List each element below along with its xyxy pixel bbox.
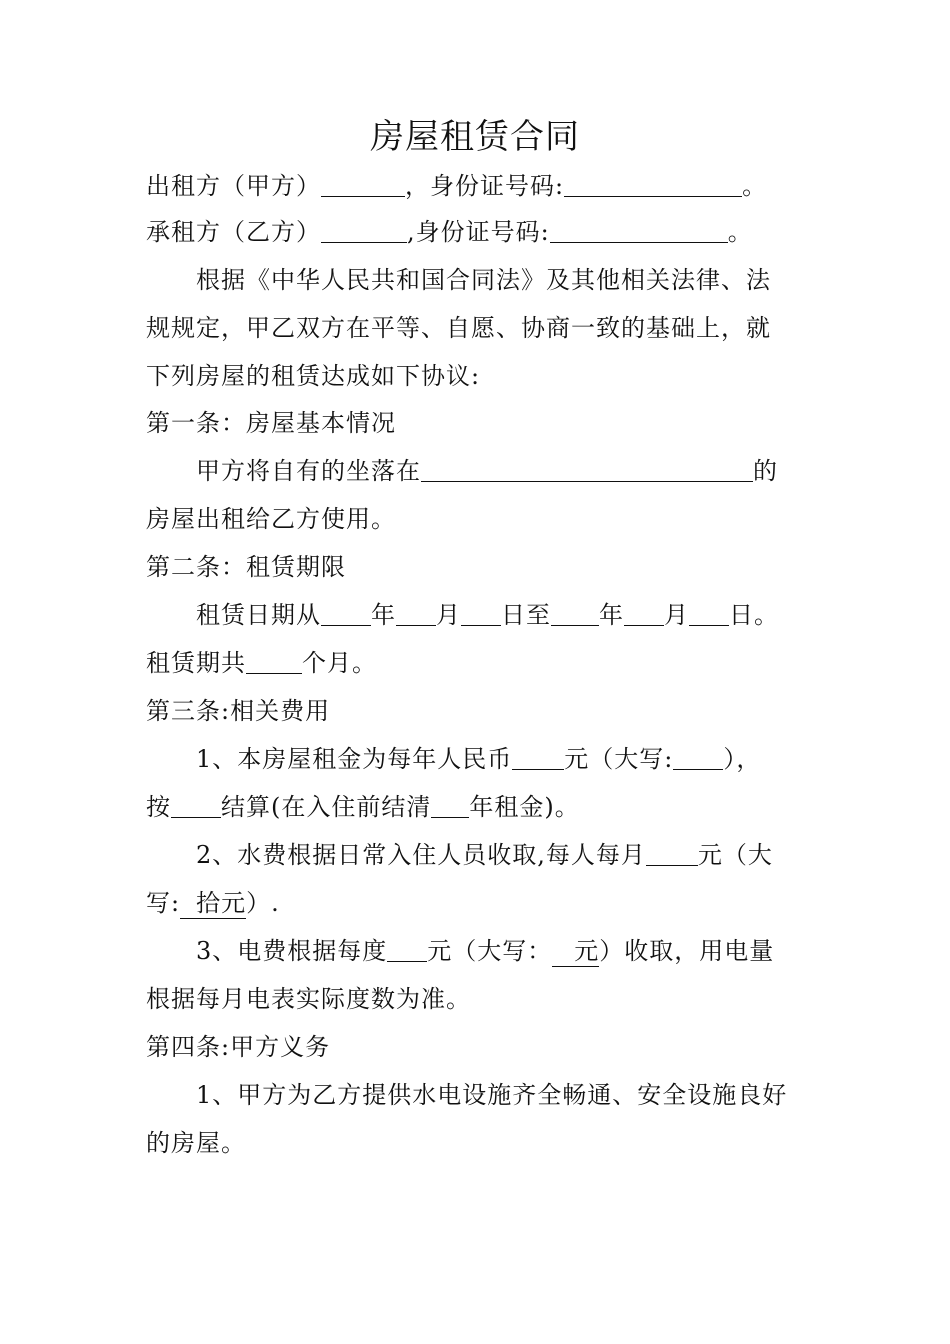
- preamble-line-1: 根据《中华人民共和国合同法》及其他相关法律、法: [196, 266, 771, 294]
- article-3-item-1-line-2: [146, 787, 580, 827]
- electricity-fee-label: 3、电费根据每度: [196, 937, 388, 965]
- water-fee-uppercase-label: 元（大: [697, 841, 773, 869]
- lessor-id-label: ，身份证号码:: [405, 172, 565, 200]
- rent-uppercase-blank[interactable]: [673, 745, 723, 770]
- lessor-label: 出租方（甲方）: [146, 172, 321, 200]
- lessee-line-end: 。: [727, 218, 753, 246]
- day-to-label: 日至: [501, 601, 551, 629]
- lessee-id-blank[interactable]: [550, 218, 728, 243]
- month-label: 月: [436, 601, 461, 629]
- settle-by-label: 按: [146, 793, 171, 821]
- preamble-line-2: 规规定，甲乙双方在平等、自愿、协商一致的基础上，就: [146, 314, 771, 342]
- annual-rent-blank[interactable]: [512, 745, 564, 770]
- article-4-item-1-line-1: 1、甲方为乙方提供水电设施齐全畅通、安全设施良好: [196, 1081, 788, 1109]
- article-3-item-1-line-1: [196, 739, 761, 779]
- lessor-id-blank[interactable]: [564, 172, 742, 197]
- article-3-item-3-line-1: [196, 931, 774, 971]
- end-day-blank[interactable]: [689, 601, 729, 626]
- electricity-uppercase-label: 元（大写：: [427, 937, 553, 965]
- year-rent-label: 年租金)。: [469, 793, 580, 821]
- article-2-line-2: [146, 643, 377, 683]
- article-1-heading: 第一条：房屋基本情况: [146, 409, 396, 437]
- months-label: 个月。: [302, 649, 377, 677]
- lessee-id-label: ,身份证号码:: [407, 218, 550, 246]
- electricity-collect-label: ）收取，用电量: [599, 937, 775, 965]
- start-month-blank[interactable]: [396, 601, 436, 626]
- preamble-line-3: 下列房屋的租赁达成如下协议:: [146, 362, 481, 390]
- document-title: 房屋租赁合同: [370, 117, 580, 157]
- end-month-blank[interactable]: [624, 601, 664, 626]
- article-3-heading: 第三条:相关费用: [146, 697, 331, 725]
- day-end-label: 日。: [729, 601, 779, 629]
- settlement-period-blank[interactable]: [171, 793, 221, 818]
- rent-close-paren: ），: [723, 745, 762, 773]
- start-day-blank[interactable]: [461, 601, 501, 626]
- rent-uppercase-label: 元（大写:: [564, 745, 674, 773]
- month-label: 月: [664, 601, 689, 629]
- property-location-blank[interactable]: [421, 457, 753, 482]
- prepaid-years-blank[interactable]: [431, 793, 469, 818]
- lessee-line: [146, 212, 753, 252]
- start-year-blank[interactable]: [321, 601, 371, 626]
- article-1-text-a: 甲方将自有的坐落在: [196, 457, 421, 485]
- article-1-text-b: 的: [753, 457, 778, 485]
- lease-months-blank[interactable]: [246, 649, 302, 674]
- settle-label: 结算(在入住前结清: [221, 793, 432, 821]
- rent-label: 1、本房屋租金为每年人民币: [196, 745, 513, 773]
- lessor-line-end: 。: [742, 172, 768, 200]
- lessee-name-blank[interactable]: [321, 218, 407, 243]
- article-1-line-1: [196, 451, 778, 491]
- article-4-item-1-line-2: 的房屋。: [146, 1129, 246, 1157]
- article-3-item-2-line-2: [146, 883, 280, 923]
- lessor-name-blank[interactable]: [321, 172, 405, 197]
- end-year-blank[interactable]: [551, 601, 599, 626]
- article-3-item-2-line-1: [196, 835, 773, 875]
- year-label: 年: [371, 601, 396, 629]
- water-fee-label: 2、水费根据日常入住人员收取,每人每月: [196, 841, 646, 869]
- article-3-item-3-line-2: 根据每月电表实际度数为准。: [146, 985, 471, 1013]
- water-fee-blank[interactable]: [646, 841, 698, 866]
- electricity-uppercase-value[interactable]: 元: [552, 937, 599, 967]
- water-fee-uppercase-value[interactable]: 拾元: [180, 889, 246, 919]
- lessor-line: [146, 166, 767, 206]
- article-4-heading: 第四条:甲方义务: [146, 1033, 331, 1061]
- article-2-line-1: [196, 595, 779, 635]
- article-2-heading: 第二条：租赁期限: [146, 553, 346, 581]
- article-1-line-2: 房屋出租给乙方使用。: [146, 505, 396, 533]
- lease-term-label: 租赁期共: [146, 649, 246, 677]
- water-close-paren: ）.: [246, 889, 280, 917]
- lessee-label: 承租方（乙方）: [146, 218, 321, 246]
- lease-from-label: 租赁日期从: [196, 601, 321, 629]
- year-label: 年: [599, 601, 624, 629]
- electricity-fee-blank[interactable]: [387, 937, 427, 962]
- water-uppercase-label: 写:: [146, 889, 181, 917]
